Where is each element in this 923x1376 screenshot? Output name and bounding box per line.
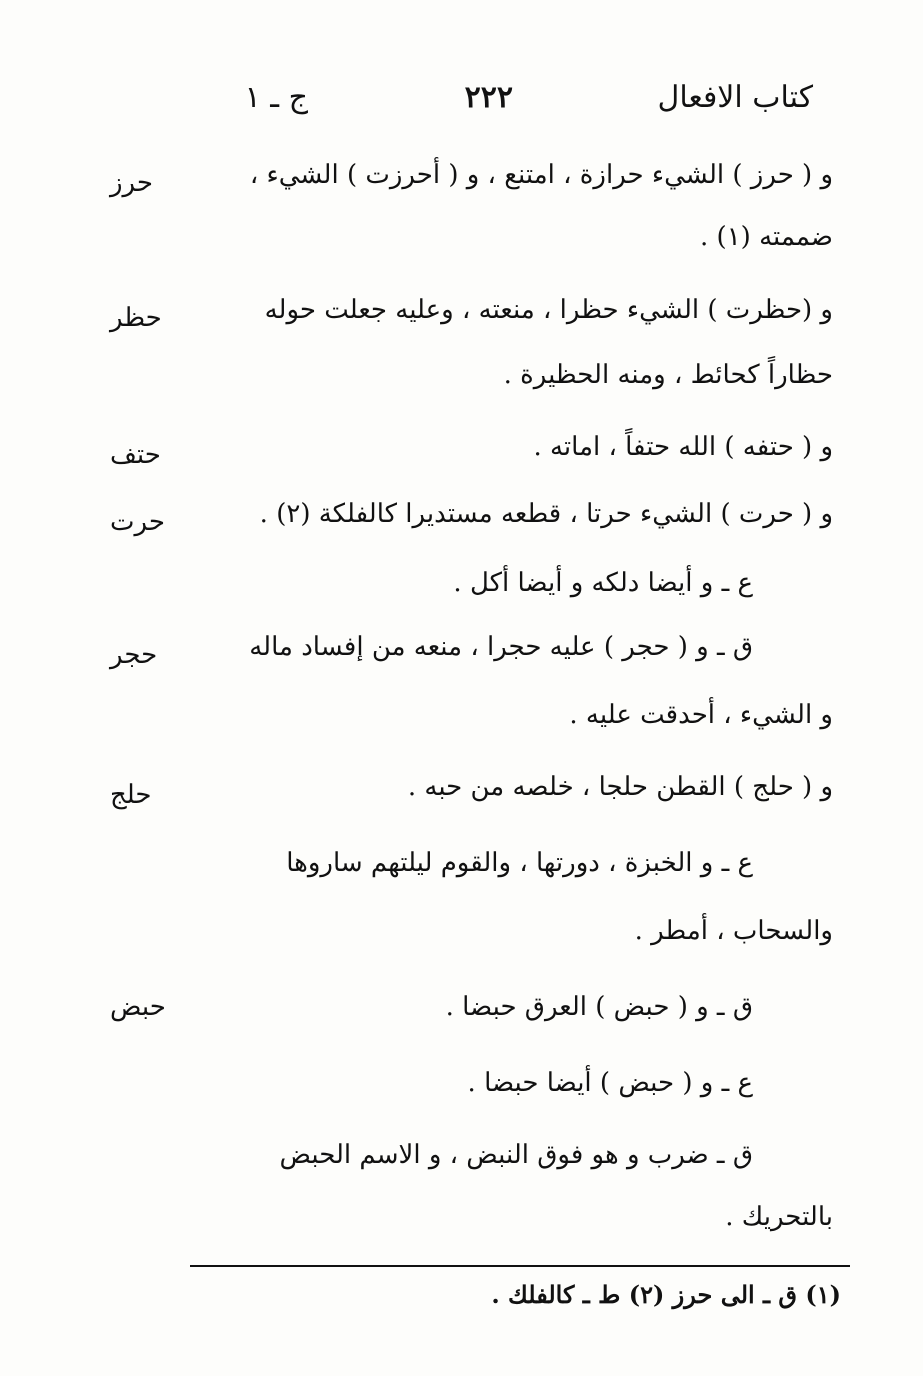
footnote-rule xyxy=(190,1265,850,1267)
entry-line: حظاراً كحائط ، ومنه الحظيرة . xyxy=(503,360,833,390)
entry-line: ق ـ و ( حجر ) عليه حجرا ، منعه من إفساد ماله xyxy=(249,632,753,662)
book-title: كتاب الافعال xyxy=(657,80,813,115)
entry-line: و ( حلج ) القطن حلجا ، خلصه من حبه . xyxy=(407,772,833,802)
entry-key-hrz: حرز xyxy=(110,168,153,198)
entry-line: و ( حرت ) الشيء حرتا ، قطعه مستديرا كالفلكة (٢) . xyxy=(259,499,833,529)
entry-line: ع ـ و أيضا دلكه و أيضا أكل . xyxy=(453,568,753,598)
entry-key-hlj: حلج xyxy=(110,780,152,810)
entry-line: ع ـ و الخبزة ، دورتها ، والقوم ليلتهم ساروها xyxy=(286,848,753,878)
entry-line: و الشيء ، أحدقت عليه . xyxy=(569,700,833,730)
entry-line: ق ـ ضرب و هو فوق النبض ، و الاسم الحبض xyxy=(279,1140,753,1170)
entry-key-hbd: حبض xyxy=(110,992,166,1022)
page-number: ٢٢٢ xyxy=(464,80,513,115)
entry-line: و ( حرز ) الشيء حرازة ، امتنع ، و ( أحرزت ) الشيء ، xyxy=(249,160,833,190)
volume-label: ج ـ ١ xyxy=(244,80,308,115)
entry-line: بالتحريك . xyxy=(725,1202,833,1232)
entry-key-hrt: حرت xyxy=(110,507,165,537)
entry-line: ق ـ و ( حبض ) العرق حبضا . xyxy=(445,992,753,1022)
footnote: (١) ق ـ الى حرز (٢) ط ـ كالفلك . xyxy=(491,1280,841,1309)
entry-line: ع ـ و ( حبض ) أيضا حبضا . xyxy=(467,1068,753,1098)
entry-line: و ( حتفه ) الله حتفاً ، اماته . xyxy=(533,432,833,462)
entry-key-htf: حتف xyxy=(110,440,161,470)
entry-line: ضممته (١) . xyxy=(700,222,833,252)
entry-key-hjr: حجر xyxy=(110,640,158,670)
entry-line: و (حظرت ) الشيء حظرا ، منعته ، وعليه جعلت حوله xyxy=(264,295,833,325)
entry-key-hzr: حظر xyxy=(110,303,162,333)
entry-line: والسحاب ، أمطر . xyxy=(634,916,833,946)
